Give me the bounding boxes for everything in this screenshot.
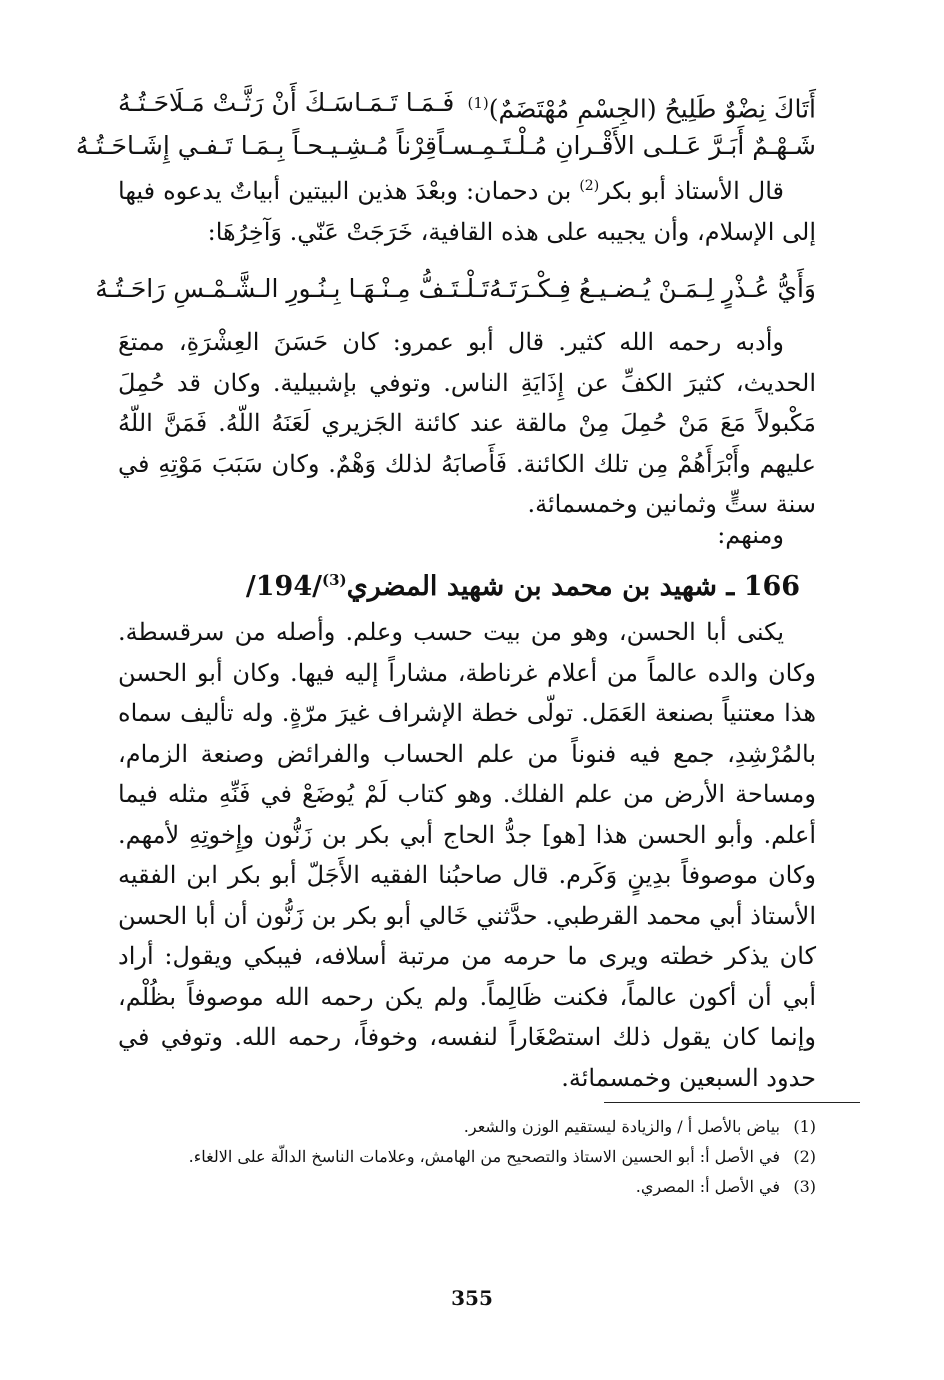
- verse-2-first-hemistich: شَـهْـمٌ أَبَـرَّ عَـلـى الأَقْـرانِ مُـلْـتَـمِـسـاً: [436, 131, 816, 160]
- verse-line-3: [95, 269, 816, 309]
- paragraph-1: قال الأستاذ أبو بكر$^{(2)}$ بن دحمان: وبعْدَ هذين البيتين أبياتٌ يدعوه فيها إلى الإسلام، وأن يجيبه على هذه القافية، خَرَجَتْ عَنّي. وَآخِرُهَا:: [118, 177, 816, 246]
- footnote-item: (2) في الأصل أ: أبو الحسين الاستاذ والتصحيح من الهامش، وعلامات الناسخ الدالّة على الالغاء.: [188, 1147, 816, 1166]
- verse-1-second-hemistich: فَـمَـا تَـمَـاسَـكَ أَنْ رَثَّـتْ مَـلَاحَـتُـهُ: [118, 88, 455, 117]
- footnote-item: (3) في الأصل أ: المصري.: [635, 1177, 816, 1196]
- footnotes: [118, 1112, 816, 1202]
- footnote-ref-2[interactable]: (2): [579, 178, 600, 194]
- verse-1-first-hemistich: أَتَاكَ نِضْوٌ طَلِيحُ (الجِسْمِ مُهْتَضَمٌ)$^{(1)}$: [467, 94, 816, 124]
- footnote-divider: [604, 1102, 860, 1103]
- folio-marker: /194/: [245, 571, 322, 602]
- verse-line-2: [75, 126, 816, 166]
- verse-3-second-hemistich: تَـلْـتَـفُّ مِـنْـهَـا بِـنُـورِ الـشَّـمْـسِ رَاحَـتُـهُ: [95, 274, 490, 303]
- verse-line-1: [118, 83, 816, 129]
- paragraph-4: يكنى أبا الحسن، وهو من بيت حسب وعلم. وأصله من سرقسطة. وكان والده عالماً من أعلام غرناطة، مشاراً إليه فيها. وكان أبو الحسن هذا معتنياً بصنعة العَمَل. تولّى خطة الإشراف غيرَ مرّةٍ. وله تأليف سماه بالمُرْشِدِ، جمع فيه فنوناً من علم الحساب والفرائض وصنعة الزمام، ومساحة الأرض من علم الفلك. وهو كتاب لَمْ يُوضَعْ في فَنِّهِ مثله فيما أعلم. وأبو الحسن هذا [هو] جدُّ الحاج أبي بكر بن زَنُّون وإِخوتِهِ لأمهم. وكان موصوفاً بدِينٍ وَكَرم. قال صاحبُنا الفقيه الأَجَلّ أبو بكر ابن الفقيه الأستاذ أبي محمد القرطبي. حدَّثني خَالي أبو بكر بن زَنُّون أن أبا الحسن كان يذكر خطته ويرى ما حرمه من مرتبة أسلافه، فيبكي ويقول: أراد أبي أن أكون عالماً، فكنت ظَالِماً. ولم يكن رحمه الله موصوفاً بظُلْم، وإنما كان يقول ذلك استصْغَاراً لنفسه، وخوفاً، رحمه الله. وتوفي في حدود السبعين وخمسمائة.: [118, 618, 816, 1092]
- paragraph-2: وأدبه رحمه الله كثير. قال أبو عمرو: كان حَسَنَ العِشْرَةِ، ممتعَ الحديث، كثيرَ الكفِّ عن إِذَايَةِ الناس. وتوفي بإشبيلية. وكان قد حُمِلَ مَكْبولاً مَعَ مَنْ حُمِلَ مِنْ مالقة عند كائنة الجَزيري لَعَنَهُ اللّهُ. فَمَنَّ اللّهُ عليهم وأَبْرَأَهُمْ مِن تلك الكائنة. فَأَصابَهُ لذلك وَهْمٌ. وكان سَبَبَ مَوْتِهِ في سنة ستٍّ وثمانين وخمسمائة.: [118, 328, 816, 518]
- footnote-ref-3[interactable]: (3): [322, 571, 347, 589]
- verse-3-first-hemistich: وَأَيُّ عُـذْرٍ لِـمَـنْ يُـضـيـعُ فِـكْـرَتَـهُ: [489, 274, 816, 303]
- entry-heading: 166 ـ شهيد بن محمد بن شهيد المضري$^{(3)}$/194/: [245, 571, 801, 602]
- page-number: 355: [451, 1286, 493, 1310]
- footnote-item: (1) بياض بالأصل أ / والزيادة ليستقيم الوزن والشعر.: [463, 1117, 816, 1136]
- footnote-ref-1[interactable]: (1): [467, 94, 489, 112]
- verse-2-second-hemistich: قِرْناً مُـشِـيـحـاً بِـمَـا تَـفـي إِشَـاحَـتُـهُ: [75, 131, 437, 160]
- paragraph-3: ومنهم:: [717, 521, 784, 549]
